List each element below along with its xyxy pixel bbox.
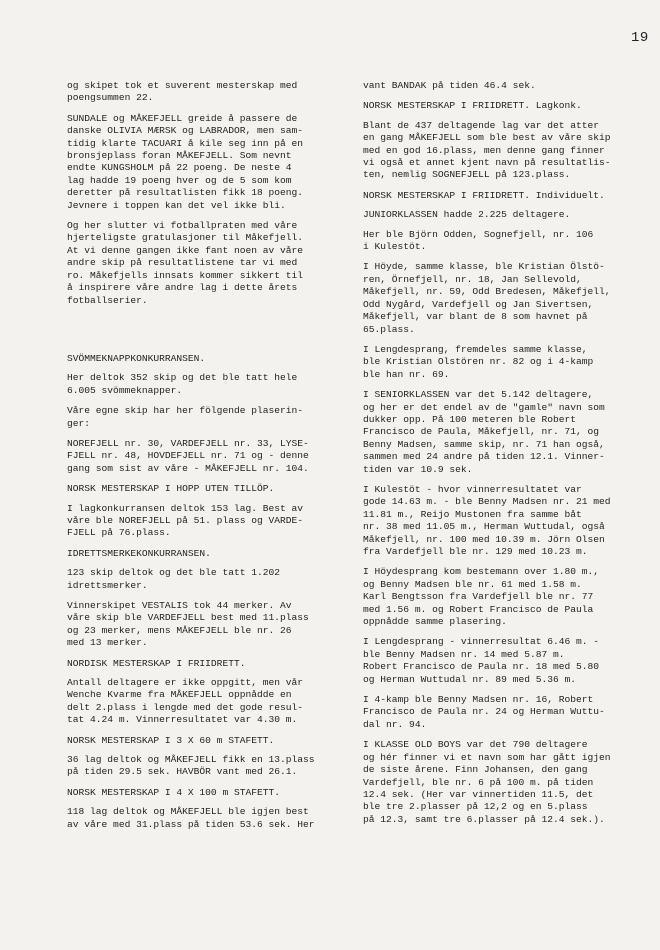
paragraph: I Kulestöt - hvor vinnerresultatet var gode 14.63 m. - ble Benny Madsen nr. 21 med 11.81 m., Reijo Mustonen fra samme båt nr. 38 med 11.05 m., Herman Wuttudal, også Måkefjell, nr. 100 med 10.39 m. Jörn Olsen fra Vardefjell ble nr. 129 med 10.23 m. — [363, 483, 611, 557]
paragraph: 36 lag deltok og MÅKEFJELL fikk en 13.plass på tiden 29.5 sek. HAVBÖR vant med 26.1. — [67, 754, 315, 778]
left-column — [67, 80, 337, 839]
paragraph: I lagkonkurransen deltok 153 lag. Best av våre ble NOREFJELL på 51. plass og VARDE- FJELL på 76.plass. — [67, 502, 304, 539]
section-heading: NORSK MESTERSKAP I FRIIDRETT. Lagkonk. — [363, 100, 582, 112]
section-heading: SVÖMMEKNAPPKONKURRANSEN. — [67, 352, 206, 364]
section-heading: JUNIORKLASSEN hadde 2.225 deltagere. — [363, 209, 571, 221]
page-number: 19 — [631, 30, 649, 46]
paragraph: Og her slutter vi fotballpraten med våre hjerteligste gratulasjoner til Måkefjell. At vi denne gangen ikke fant noen av våre andre skip på resultatlistene tar vi med ro. Måkefjells innsats kommer sikkert til å inspirere våre andre lag i dette årets fotballserier. — [67, 220, 304, 306]
paragraph: I KLASSE OLD BOYS var det 790 deltagere og hér finner vi et navn som har gått igjen de siste årene. Finn Johansen, den gang Vardefjell, ble nr. 6 på 100 m. på tiden 12.4 sek. (Her var vinnertiden 11.5, det ble tre 2.plasser på 12,2 og en 5.plass på 12.3, samt tre 6.plasser på 12.4 sek.). — [363, 739, 611, 825]
paragraph: Våre egne skip har her fölgende plaserin- ger: — [67, 405, 304, 429]
paragraph: Blant de 437 deltagende lag var det atter en gang MÅKEFJELL som ble best av våre skip med en god 16.plass, men denne gang finner vi også et annet kjent navn på resultatlis- ten, nemlig SOGNEFJELL på 123.plass. — [363, 119, 611, 181]
section-heading: NORSK MESTERSKAP I HOPP UTEN TILLÖP. — [67, 483, 275, 495]
paragraph: SUNDALE og MÅKEFJELL greide å passere de danske OLIVIA MÆRSK og LABRADOR, men sam- tidig klarte TACUARI å kile seg inn på en bronsjeplass foran MÅKEFJELL. Som nevnt endte KUNGSHOLM på 22 poeng. De neste 4 lag hadde 19 poeng hver og de 5 som kom deretter på resultatlisten fikk 18 poeng. Jevnere i toppen kan det vel ikke bli. — [67, 112, 304, 211]
section-heading: NORDISK MESTERSKAP I FRIIDRETT. — [67, 657, 246, 669]
paragraph: I Höyde, samme klasse, ble Kristian Ölstö- ren, Örnefjell, nr. 18, Jan Sellevold, Måkefjell, nr. 59, Odd Bredesen, Måkefjell, Odd Nygård, Vardefjell og Jan Sivertsen, Måkefjell, var blant de 8 som havnet på 65.plass. — [363, 261, 611, 335]
paragraph: I Lengdesprang - vinnerresultat 6.46 m. - ble Benny Madsen nr. 14 med 5.87 m. Robert Francisco de Paula nr. 18 med 5.80 og Herman Wuttudal nr. 89 med 5.36 m. — [363, 636, 600, 685]
section-spacer — [67, 315, 337, 353]
paragraph: Her ble Björn Odden, Sognefjell, nr. 106 i Kulestöt. — [363, 228, 594, 253]
paragraph: I Lengdesprang, fremdeles samme klasse, ble Kristian Olstören nr. 82 og i 4-kamp ble han nr. 69. — [363, 343, 594, 380]
right-column — [363, 80, 641, 834]
paragraph: I SENIORKLASSEN var det 5.142 deltagere, og her er det endel av de "gamle" navn som dukker opp. På 100 meteren ble Robert Francisco de Paula, Måkefjell, nr. 71, og Benny Madsen, samme skip, nr. 71 han også, sammen med 24 andre på tiden 12.1. Vinner- tiden var 10.9 sek. — [363, 389, 605, 475]
section-heading: NORSK MESTERSKAP I FRIIDRETT. Individuelt. — [363, 189, 605, 201]
paragraph: og skipet tok et suverent mesterskap med poengsummen 22. — [67, 80, 298, 104]
paragraph: Her deltok 352 skip og det ble tatt hele 6.005 svömmeknapper. — [67, 372, 298, 396]
paragraph: vant BANDAK på tiden 46.4 sek. — [363, 80, 536, 91]
section-heading: NORSK MESTERSKAP I 4 X 100 m STAFETT. — [67, 786, 281, 798]
paragraph: Antall deltagere er ikke oppgitt, men vår Wenche Kvarme fra MÅKEFJELL oppnådde en delt 2.plass i lengde med det gode resul- tat 4.24 m. Vinnerresultatet var 4.30 m. — [67, 677, 304, 726]
paragraph: I 4-kamp ble Benny Madsen nr. 16, Robert Francisco de Paula nr. 24 og Herman Wuttu- dal nr. 94. — [363, 694, 605, 730]
section-heading: NORSK MESTERSKAP I 3 X 60 m STAFETT. — [67, 734, 275, 746]
paragraph: 123 skip deltok og det ble tatt 1.202 idrettsmerker. — [67, 567, 281, 591]
paragraph: Vinnerskipet VESTALIS tok 44 merker. Av våre skip ble VARDEFJELL best med 11.plass og 23 merker, mens MÅKEFJELL ble nr. 26 med 13 merker. — [67, 600, 309, 649]
paragraph: NOREFJELL nr. 30, VARDEFJELL nr. 33, LYSE- FJELL nr. 48, HOVDEFJELL nr. 71 og - denne gang som sist av våre - MÅKEFJELL nr. 104. — [67, 437, 309, 474]
paragraph: 118 lag deltok og MÅKEFJELL ble igjen best av våre med 31.plass på tiden 53.6 sek. Her — [67, 806, 315, 830]
paragraph: I Höydesprang kom bestemann over 1.80 m., og Benny Madsen ble nr. 61 med 1.58 m. Karl Bengtsson fra Vardefjell ble nr. 77 med 1.56 m. og Robert Francisco de Paula oppnådde samme plasering. — [363, 566, 600, 628]
section-heading: IDRETTSMERKEKONKURRANSEN. — [67, 547, 211, 559]
